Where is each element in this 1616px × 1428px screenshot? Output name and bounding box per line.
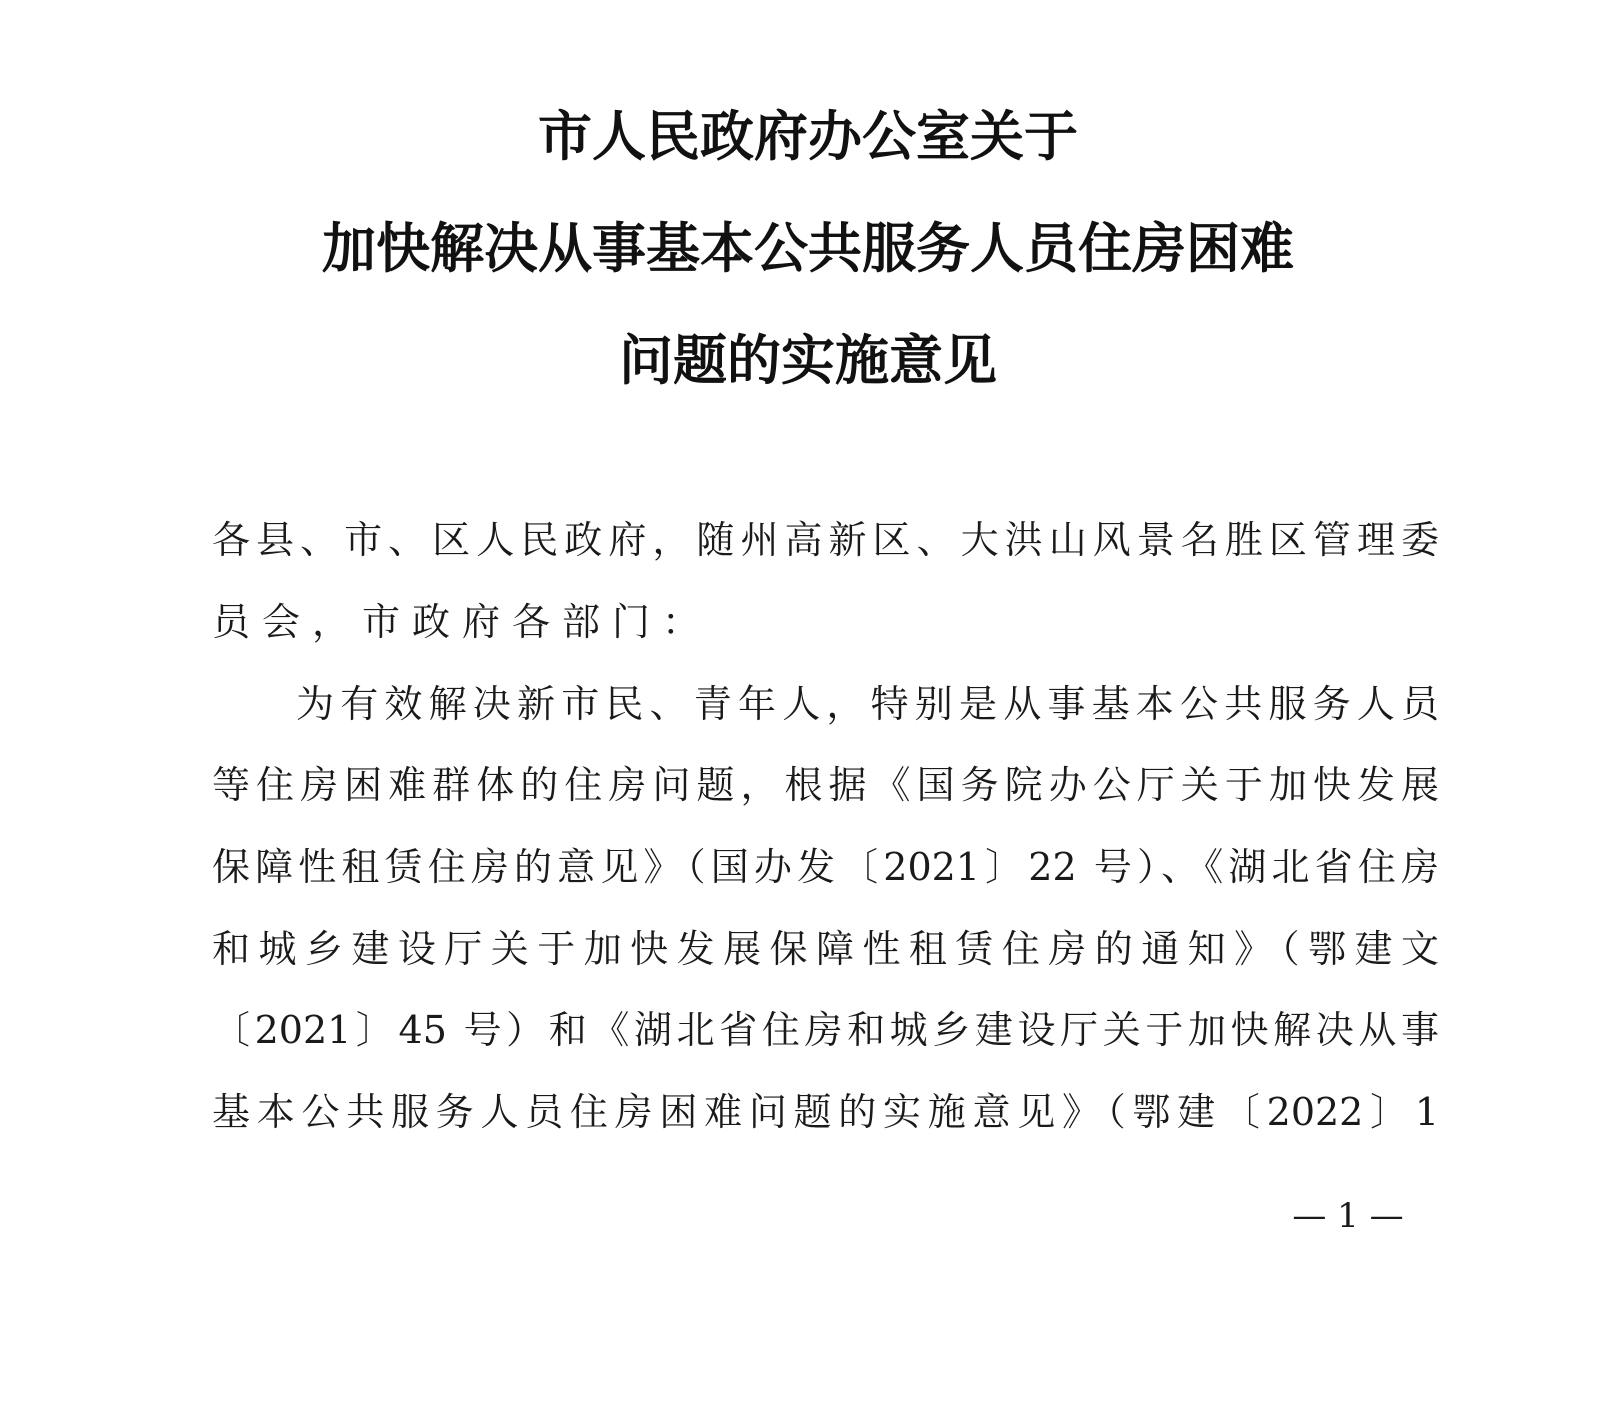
- addressee-line-2: 员会，市政府各部门：: [212, 600, 713, 644]
- body-paragraph-line-2: 等住房困难群体的住房问题，根据《国务院办公厅关于加快发展: [212, 763, 1439, 807]
- addressee-line-1: 各县、市、区人民政府，随州高新区、大洪山风景名胜区管理委: [212, 518, 1439, 562]
- body-paragraph-line-3: 保障性租赁住房的意见》（国办发〔2021〕22 号）、《湖北省住房: [212, 845, 1439, 889]
- document-title-line-3: 问题的实施意见: [619, 328, 997, 392]
- page-number: — 1 —: [1292, 1196, 1404, 1236]
- document-title-line-1: 市人民政府办公室关于: [538, 104, 1078, 168]
- document-title-line-2: 加快解决从事基本公共服务人员住房困难: [322, 216, 1294, 280]
- body-paragraph-line-5: 〔2021〕45 号）和《湖北省住房和城乡建设厅关于加快解决从事: [212, 1008, 1439, 1052]
- body-paragraph-line-6: 基本公共服务人员住房困难问题的实施意见》（鄂建〔2022〕1: [212, 1090, 1439, 1134]
- body-paragraph-line-1: 为有效解决新市民、青年人，特别是从事基本公共服务人员: [296, 682, 1439, 726]
- body-paragraph-line-4: 和城乡建设厅关于加快发展保障性租赁住房的通知》（鄂建文: [212, 927, 1439, 971]
